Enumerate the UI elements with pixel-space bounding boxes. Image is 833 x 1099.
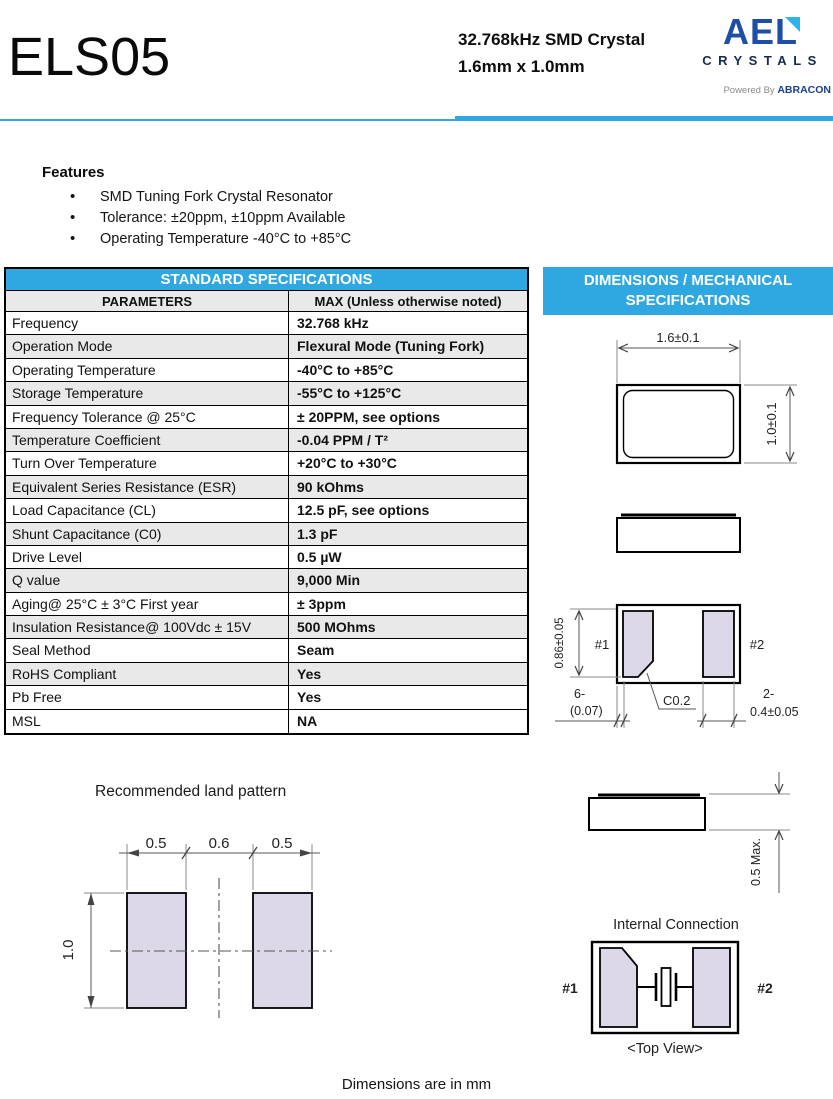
spec-value: -40°C to +85°C (297, 361, 394, 378)
spec-row (6, 499, 527, 522)
spec-col-max: MAX (Unless otherwise noted) (314, 294, 502, 309)
spec-row (6, 382, 527, 405)
spec-param: Operation Mode (6, 335, 289, 357)
internal-pad1-label: #1 (562, 980, 578, 996)
land-dim-pad-left: 0.5 (145, 835, 167, 852)
spec-param: Drive Level (6, 546, 289, 568)
powered-by (688, 80, 833, 98)
spec-row (6, 710, 527, 733)
top-view-drawing (617, 330, 797, 463)
bottom-pad-2 (703, 611, 734, 677)
dimensions-panel-title (543, 267, 833, 315)
spec-value: ± 20PPM, see options (297, 408, 441, 425)
spec-param: Aging@ 25°C ± 3°C First year (6, 593, 289, 615)
spec-row (6, 569, 527, 592)
spec-param: Turn Over Temperature (6, 452, 289, 474)
internal-pad2-label: #2 (757, 980, 773, 996)
features-heading: Features (42, 164, 105, 181)
spec-row (6, 616, 527, 639)
logo-brand (723, 11, 798, 52)
gap-dim: (0.07) (570, 704, 603, 718)
powered-by-prefix: Powered By (723, 85, 778, 96)
spec-row (6, 686, 527, 709)
spec-value: 9,000 Min (297, 572, 361, 589)
logo-brand-text: AEL (723, 11, 798, 52)
internal-connection-drawing (562, 917, 773, 1057)
top-view-width-dim: 1.6±0.1 (656, 330, 700, 345)
spec-param: Operating Temperature (6, 359, 289, 381)
spec-param: Frequency (6, 312, 289, 334)
internal-pad-1 (600, 948, 637, 1027)
top-view-caption: <Top View> (627, 1041, 703, 1057)
header-divider-line-upper (455, 116, 833, 119)
spec-param: Shunt Capacitance (C0) (6, 523, 289, 545)
spec-row (6, 429, 527, 452)
spec-value: 12.5 pF, see options (297, 502, 430, 519)
spec-table-title: STANDARD SPECIFICATIONS (6, 269, 527, 291)
spec-row (6, 546, 527, 569)
height-max-dim: 0.5 Max. (749, 838, 763, 886)
gap-qty-label: 6- (574, 687, 586, 701)
spec-value: Seam (297, 642, 335, 659)
spec-row (6, 452, 527, 475)
side-view-drawing (617, 515, 740, 552)
features-list (42, 189, 462, 247)
spec-param: Load Capacitance (CL) (6, 499, 289, 521)
page-title: ELS05 (8, 27, 171, 87)
spec-param: Pb Free (6, 686, 289, 708)
dimensions-title-line1: DIMENSIONS / MECHANICAL (583, 271, 793, 289)
bottom-pad-1 (623, 611, 653, 677)
land-dim-pad-right: 0.5 (271, 835, 293, 852)
spec-row (6, 359, 527, 382)
spec-value: -55°C to +125°C (297, 385, 402, 402)
crystal-symbol (662, 968, 671, 1006)
spec-value: +20°C to +30°C (297, 455, 397, 472)
feature-item: • Tolerance: ±20ppm, ±10ppm Available (70, 210, 462, 226)
subtitle-line1: 32.768kHz SMD Crystal (458, 30, 646, 49)
company-logo (688, 11, 833, 98)
spec-param: Frequency Tolerance @ 25°C (6, 406, 289, 428)
product-subtitle (458, 26, 645, 80)
spec-value: 32.768 kHz (297, 315, 369, 331)
land-dim-gap: 0.6 (208, 835, 230, 852)
spec-value: 90 kOhms (297, 478, 364, 495)
feature-item: • Operating Temperature -40°C to +85°C (70, 231, 462, 247)
package-top-outline (617, 385, 740, 463)
spec-col-parameters: PARAMETERS (6, 291, 289, 311)
spec-param: Insulation Resistance@ 100Vdc ± 15V (6, 616, 289, 638)
header-divider-line (0, 119, 833, 121)
logo-triangle-icon (785, 17, 800, 32)
spec-param: Temperature Coefficient (6, 429, 289, 451)
land-pattern-drawing (40, 820, 370, 1040)
mechanical-drawings (540, 318, 833, 1060)
spec-row (6, 476, 527, 499)
spec-value: Yes (297, 689, 322, 706)
chamfer-label: C0.2 (663, 693, 691, 708)
spec-row (6, 639, 527, 662)
standard-specifications-table (4, 267, 529, 735)
spec-table-body (6, 312, 527, 733)
spec-row (6, 406, 527, 429)
spec-row (6, 663, 527, 686)
spec-param: Q value (6, 569, 289, 591)
spec-value: -0.04 PPM / T² (297, 431, 389, 448)
dimensions-note: Dimensions are in mm (341, 1076, 492, 1093)
land-pattern-title: Recommended land pattern (95, 783, 287, 800)
spec-row (6, 335, 527, 358)
spec-table-header-row (6, 291, 527, 312)
spec-param: MSL (6, 710, 289, 733)
pad1-label: #1 (594, 637, 610, 652)
features-section (42, 164, 462, 252)
bottom-view-drawing (554, 605, 799, 728)
spec-value: Flexural Mode (Tuning Fork) (297, 338, 485, 355)
spec-row (6, 523, 527, 546)
spec-value: Yes (297, 665, 322, 682)
spec-row (6, 312, 527, 335)
top-view-height-dim: 1.0±0.1 (764, 402, 779, 446)
spec-param: Equivalent Series Resistance (ESR) (6, 476, 289, 498)
spec-value: NA (297, 712, 318, 729)
spec-value: 0.5 µW (297, 548, 342, 565)
spec-row (6, 593, 527, 616)
spec-value: ± 3ppm (297, 595, 346, 612)
pad-height-dim: 0.86±0.05 (554, 617, 566, 669)
feature-item: • SMD Tuning Fork Crystal Resonator (70, 189, 462, 205)
spec-param: RoHS Compliant (6, 663, 289, 685)
spec-value: 500 MOhms (297, 619, 376, 636)
pad2-label: #2 (749, 637, 765, 652)
powered-by-brand: ABRACON (777, 84, 831, 96)
dimensions-title-line2: SPECIFICATIONS (625, 292, 751, 309)
pad-width-dim: 0.4±0.05 (750, 705, 799, 719)
internal-pad-2 (693, 948, 730, 1027)
pad-qty-label: 2- (763, 687, 775, 701)
side-view-height-drawing (589, 772, 790, 893)
spec-param: Seal Method (6, 639, 289, 661)
side-view2-body (589, 798, 705, 830)
land-dim-height: 1.0 (60, 939, 77, 961)
spec-param: Storage Temperature (6, 382, 289, 404)
internal-connection-title: Internal Connection (613, 917, 739, 933)
side-view-body (617, 518, 740, 552)
spec-value: 1.3 pF (297, 525, 338, 542)
subtitle-line2: 1.6mm x 1.0mm (458, 57, 585, 77)
logo-brand-sub: CRYSTALS (702, 53, 823, 68)
